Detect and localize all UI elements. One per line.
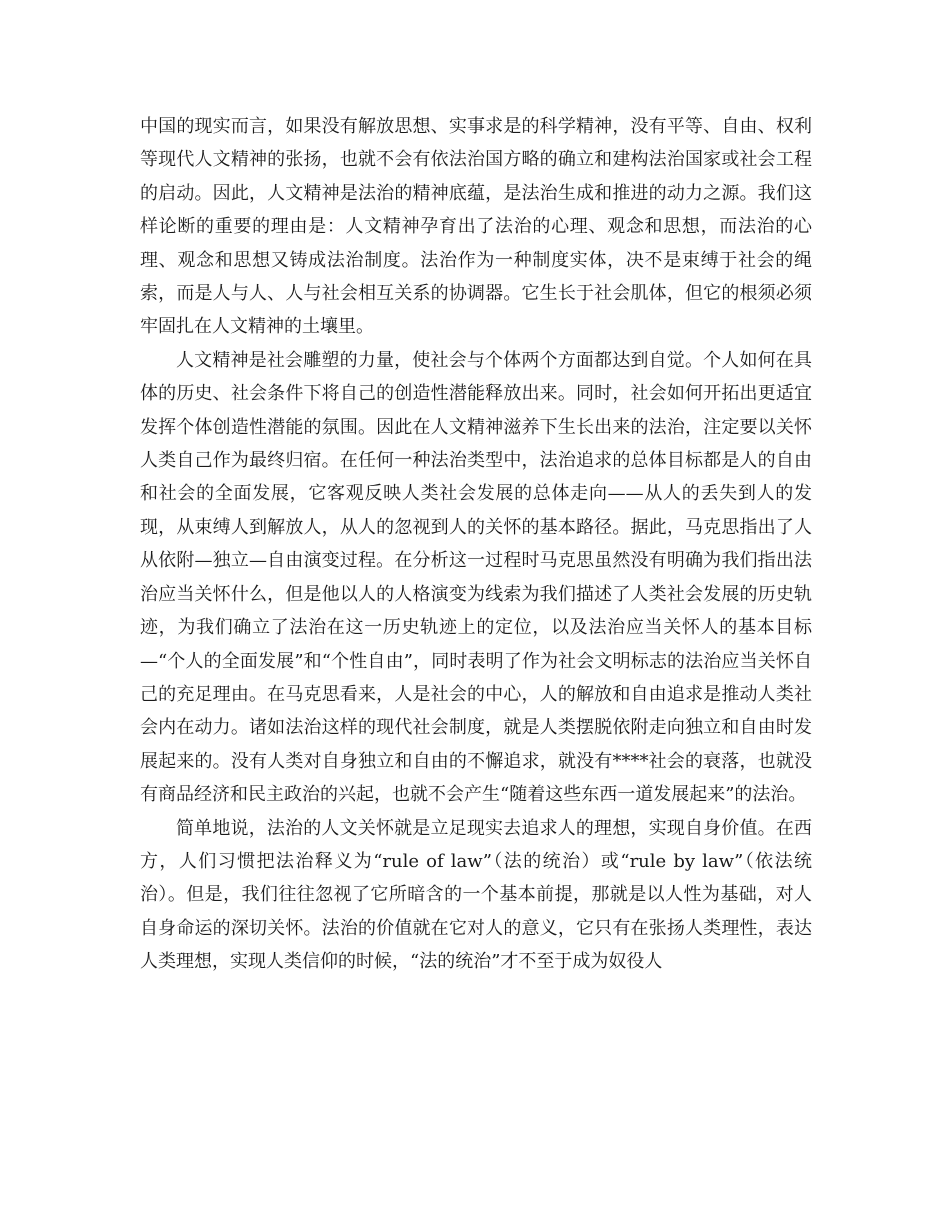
paragraph-1: 中国的现实而言，如果没有解放思想、实事求是的科学精神，没有平等、自由、权利等现代人文精神的张扬，也就不会有依法治国方略的确立和建构法治国家或社会工程的启动。因此，人文精神是法治的精神底蕴，是法治生成和推进的动力之源。我们这样论断的重要的理由是：人文精神孕育出了法治的心理、观念和思想，而法治的心理、观念和思想又铸成法治制度。法治作为一种制度实体，决不是束缚于社会的绳索，而是人与人、人与社会相互关系的协调器。它生长于社会肌体，但它的根须必须牢固扎在人文精神的土壤里。 (140, 116, 812, 338)
paragraph-2: 人文精神是社会雕塑的力量，使社会与个体两个方面都达到自觉。个人如何在具体的历史、社会条件下将自己的创造性潜能释放出来。同时，社会如何开拓出更适宜发挥个体创造性潜能的氛围。因此在人文精神滋养下生长出来的法治，注定要以关怀人类自己作为最终归宿。在任何一种法治类型中，法治追求的总体目标都是人的自由和社会的全面发展，它客观反映人类社会发展的总体走向——从人的丢失到人的发现，从束缚人到解放人，从人的忽视到人的关怀的基本路径。据此，马克思指出了人从依附—独立—自由演变过程。在分析这一过程时马克思虽然没有明确为我们指出法治应当关怀什么，但是他以人的人格演变为线索为我们描述了人类社会发展的历史轨迹，为我们确立了法治在这一历史轨迹上的定位，以及法治应当关怀人的基本目标—“个人的全面发展”和“个性自由”，同时表明了作为社会文明标志的法治应当关怀自己的充足理由。在马克思看来，人是社会的中心，人的解放和自由追求是推动人类社会内在动力。诸如法治这样的现代社会制度，就是人类摆脱依附走向独立和自由时发展起来的。没有人类对自身独立和自由的不懈追求，就没有****社会的衰落，也就没有商品经济和民主政治的兴起，也就不会产生“随着这些东西一道发展起来”的法治。 (140, 349, 812, 806)
document-body (140, 110, 812, 979)
paragraph-3: 简单地说，法治的人文关怀就是立足现实去追求人的理想，实现自身价值。在西方，人们习惯把法治释义为“rule of law”（法的统治）或“rule by law”（依法统治）。但是，我们往往忽视了它所暗含的一个基本前提，那就是以人性为基础，对人自身命运的深切关怀。法治的价值就在它对人的意义，它只有在张扬人类理性，表达人类理想，实现人类信仰的时候，“法的统治”才不至于成为奴役人 (140, 817, 812, 973)
